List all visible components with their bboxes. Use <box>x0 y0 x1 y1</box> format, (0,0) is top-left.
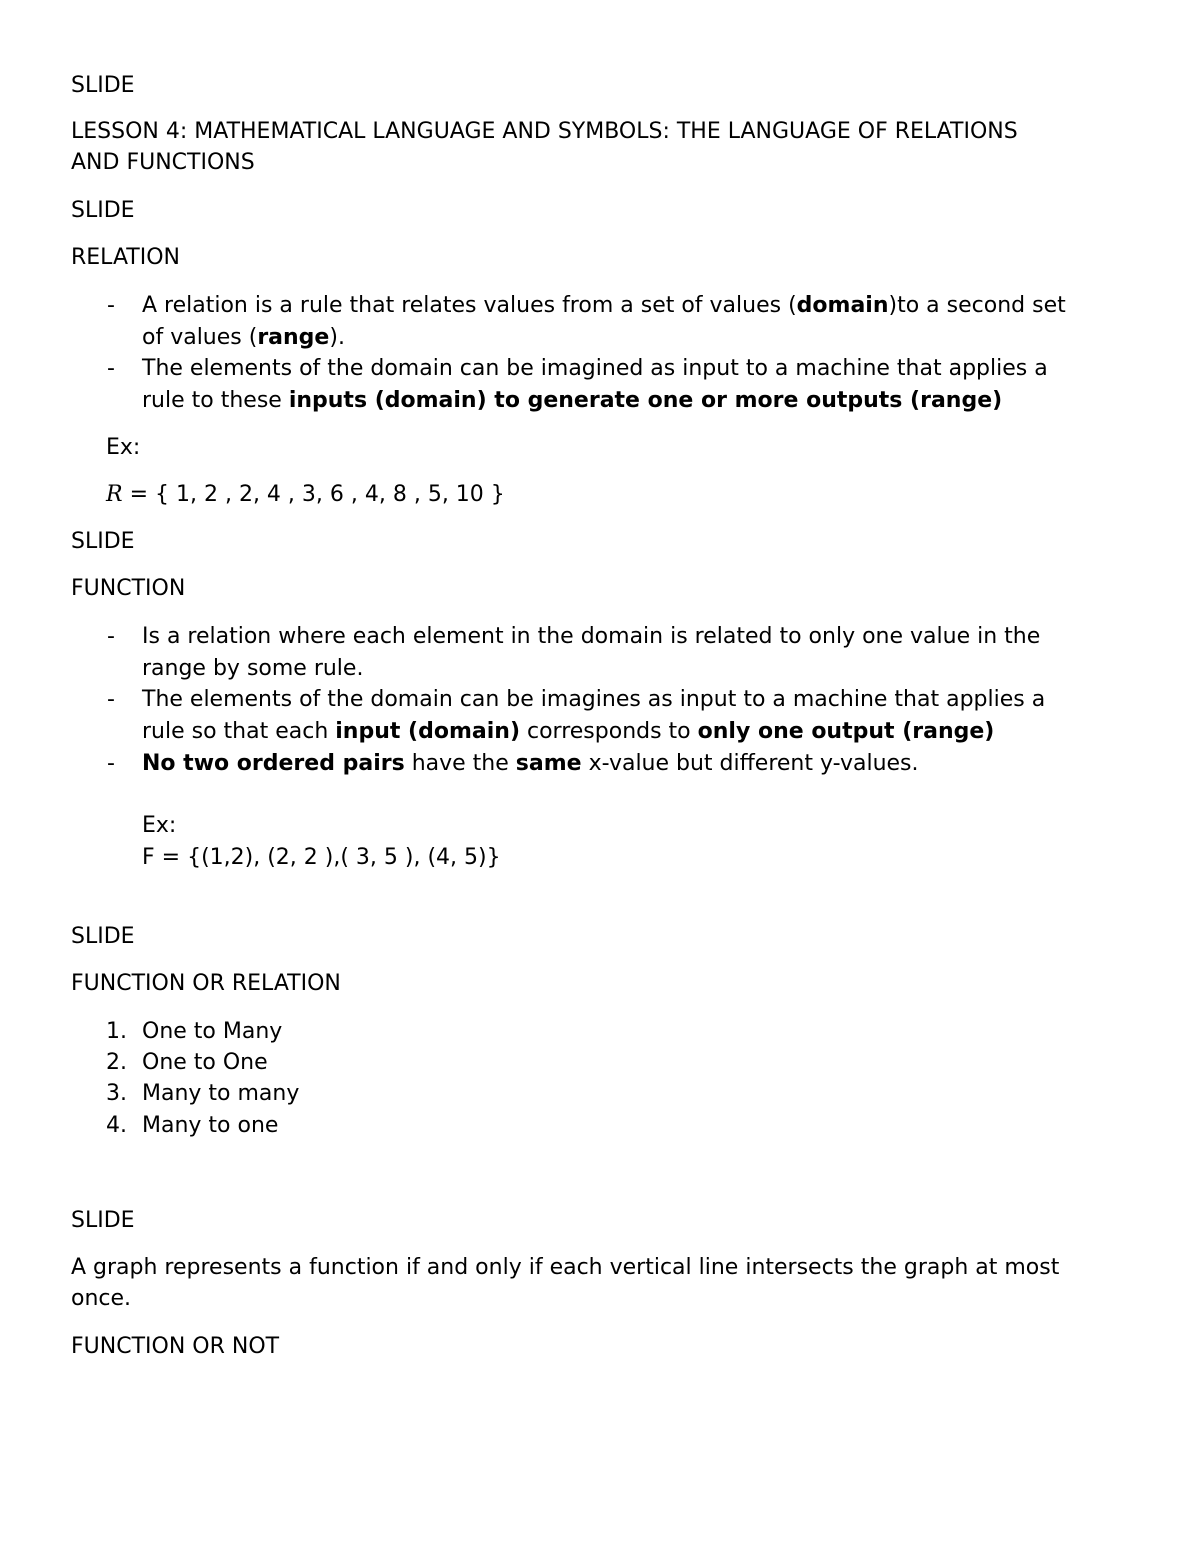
list-number: 2. <box>106 1050 127 1075</box>
text-run: rule so that each <box>142 719 336 744</box>
slide-label: SLIDE <box>71 198 135 223</box>
function-example-label: Ex: <box>142 813 177 838</box>
function-example-set: F = {(1,2), (2, 2 ),( 3, 5 ), (4, 5)} <box>142 845 501 870</box>
bullet-mark: - <box>107 687 115 712</box>
lesson-title-line-2: AND FUNCTIONS <box>71 150 255 175</box>
graph-statement-line-2: once. <box>71 1286 132 1311</box>
list-item-text: One to Many <box>142 1019 283 1044</box>
text-run: Is a relation where each element in the domain is related to only one value in the <box>142 624 1041 649</box>
list-item-text: Many to many <box>142 1081 300 1106</box>
relation-heading: RELATION <box>71 245 180 270</box>
function-or-not-heading: FUNCTION OR NOT <box>71 1334 280 1359</box>
relation-set-values: = { 1, 2 , 2, 4 , 3, 6 , 4, 8 , 5, 10 } <box>122 482 505 507</box>
relation-example-label: Ex: <box>106 435 141 460</box>
slide-label: SLIDE <box>71 73 135 98</box>
list-item <box>106 1016 282 1048</box>
slide-label: SLIDE <box>71 924 135 949</box>
bullet-text <box>142 748 1152 780</box>
text-run: x-value but different y-values. <box>581 751 919 776</box>
list-number: 3. <box>106 1081 127 1106</box>
bullet-text <box>142 353 1152 417</box>
graph-statement-line-1: A graph represents a function if and only if each vertical line intersects the graph at most <box>71 1255 1060 1280</box>
list-item <box>106 1110 278 1142</box>
slide-label: SLIDE <box>71 529 135 554</box>
bold-term-same: same <box>515 751 582 776</box>
function-or-relation-heading: FUNCTION OR RELATION <box>71 971 341 996</box>
bullet-text <box>142 621 1152 685</box>
text-run: The elements of the domain can be imagines as input to a machine that applies a <box>142 687 1046 712</box>
bullet-mark: - <box>107 356 115 381</box>
text-run: rule to these <box>142 388 289 413</box>
list-item-text: One to One <box>142 1050 268 1075</box>
text-run: of values ( <box>142 325 258 350</box>
text-run: A relation is a rule that relates values from a set of values ( <box>142 293 797 318</box>
function-heading: FUNCTION <box>71 576 186 601</box>
text-run: have the <box>404 751 516 776</box>
text-run: The elements of the domain can be imagined as input to a machine that applies a <box>142 356 1048 381</box>
bullet-mark: - <box>107 624 115 649</box>
text-run: ). <box>329 325 345 350</box>
list-item-text: Many to one <box>142 1113 279 1138</box>
text-run: range by some rule. <box>142 656 364 681</box>
list-number: 1. <box>106 1019 127 1044</box>
bullet-mark: - <box>107 293 115 318</box>
slide-label: SLIDE <box>71 1208 135 1233</box>
list-number: 4. <box>106 1113 127 1138</box>
bold-term-input: input (domain) <box>335 719 520 744</box>
lesson-title-line-1: LESSON 4: MATHEMATICAL LANGUAGE AND SYMBOLS: THE LANGUAGE OF RELATIONS <box>71 119 1018 144</box>
list-item <box>106 1078 299 1110</box>
relation-example-set <box>106 479 505 511</box>
text-run: corresponds to <box>520 719 698 744</box>
relation-symbol: R <box>106 482 123 507</box>
bullet-mark: - <box>107 751 115 776</box>
bold-term-output: only one output (range) <box>697 719 995 744</box>
bold-term-domain: domain <box>796 293 889 318</box>
bold-phrase: No two ordered pairs <box>142 751 405 776</box>
bullet-text <box>142 290 1152 354</box>
bold-phrase: inputs (domain) to generate one or more outputs (range) <box>288 388 1003 413</box>
bold-term-range: range <box>257 325 330 350</box>
text-run: )to a second set <box>888 293 1066 318</box>
list-item <box>106 1047 268 1079</box>
bullet-text <box>142 684 1152 748</box>
